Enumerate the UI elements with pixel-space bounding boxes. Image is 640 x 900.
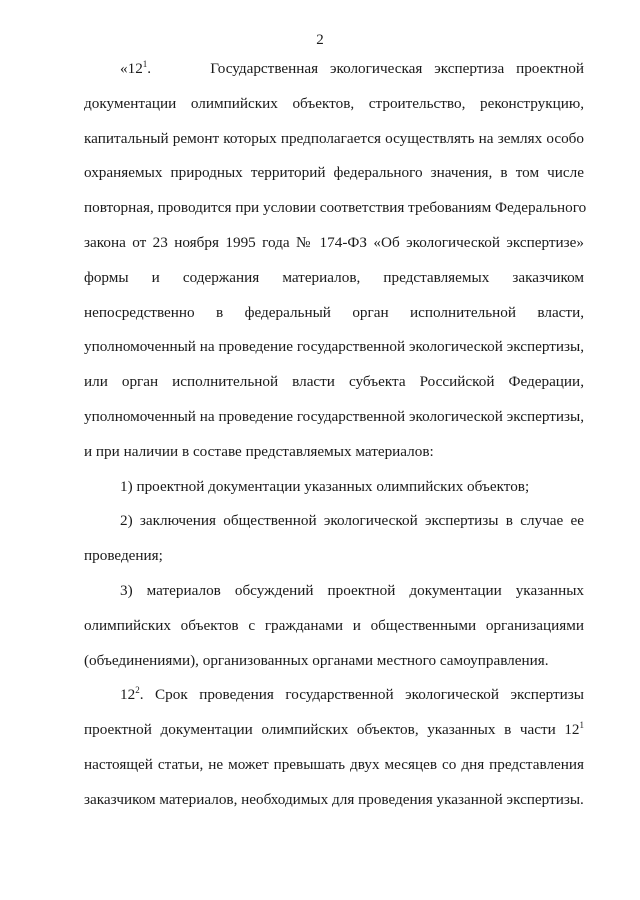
page-number: 2	[316, 32, 324, 48]
text-line: уполномоченный на проведение государственной экологической экспертизы,	[84, 338, 584, 356]
text-line: капитальный ремонт которых предполагается осуществлять на землях особо	[84, 129, 584, 147]
text-line: документации олимпийских объектов, строительство, реконструкцию,	[84, 94, 584, 112]
paragraph-number-superscript: 2	[135, 685, 140, 696]
text-line: или орган исполнительной власти субъекта Российской Федерации,	[84, 373, 584, 391]
paragraph-number-base: 12	[120, 686, 136, 704]
text-line: заказчиком материалов, необходимых для проведения указанной экспертизы.	[84, 790, 584, 808]
opening-quote: «	[120, 60, 128, 77]
list-item-2-continuation: проведения;	[84, 547, 163, 565]
paragraph-12-2	[84, 678, 584, 817]
text-line: формы и содержания материалов, представляемых заказчиком	[84, 268, 584, 286]
paragraph-12-2-line-2	[84, 713, 584, 748]
paragraph-number-dot: .	[147, 60, 152, 77]
paragraph-12-1-number	[120, 60, 151, 77]
document-body	[84, 52, 587, 818]
paragraph-12-1	[84, 52, 587, 470]
paragraph-12-1-line-1	[84, 52, 584, 87]
list-item-3: 3) материалов обсуждений проектной документации указанных	[120, 581, 584, 599]
text-line: . Срок проведения государственной экологической экспертизы	[139, 686, 584, 704]
text-line: закона от 23 ноября 1995 года № 174-ФЗ «Об экологической экспертизе»	[84, 233, 584, 251]
paragraph-12-2-line-1	[84, 678, 584, 713]
text-line: непосредственно в федеральный орган исполнительной власти,	[84, 303, 584, 321]
part-reference	[564, 721, 584, 738]
text-line: и при наличии в составе представляемых материалов:	[84, 442, 434, 460]
reference-superscript: 1	[579, 720, 584, 731]
text-line: уполномоченный на проведение государственной экологической экспертизы,	[84, 407, 584, 425]
list-item-2: 2) заключения общественной экологической экспертизы в случае ее	[120, 512, 584, 530]
paragraph-number-superscript: 1	[142, 58, 148, 69]
list-item-3-continuation: олимпийских объектов с гражданами и общественными организациями	[84, 616, 584, 634]
text-line: настоящей статьи, не может превышать двух месяцев со дня представления	[84, 755, 584, 773]
text-line: повторная, проводится при условии соответствия требованиям Федерального	[84, 199, 587, 217]
text-line: Государственная экологическая экспертиза проектной	[210, 60, 584, 77]
list-item-3-continuation: (объединениями), организованных органами местного самоуправления.	[84, 651, 549, 669]
list-item-1: 1) проектной документации указанных олимпийских объектов;	[120, 477, 530, 495]
paragraph-number-base: 12	[127, 60, 143, 77]
reference-base: 12	[564, 721, 580, 739]
materials-list	[84, 470, 584, 679]
text-line: охраняемых природных территорий федерального значения, в том числе	[84, 164, 584, 182]
text-line: проектной документации олимпийских объектов, указанных в части	[84, 721, 556, 739]
